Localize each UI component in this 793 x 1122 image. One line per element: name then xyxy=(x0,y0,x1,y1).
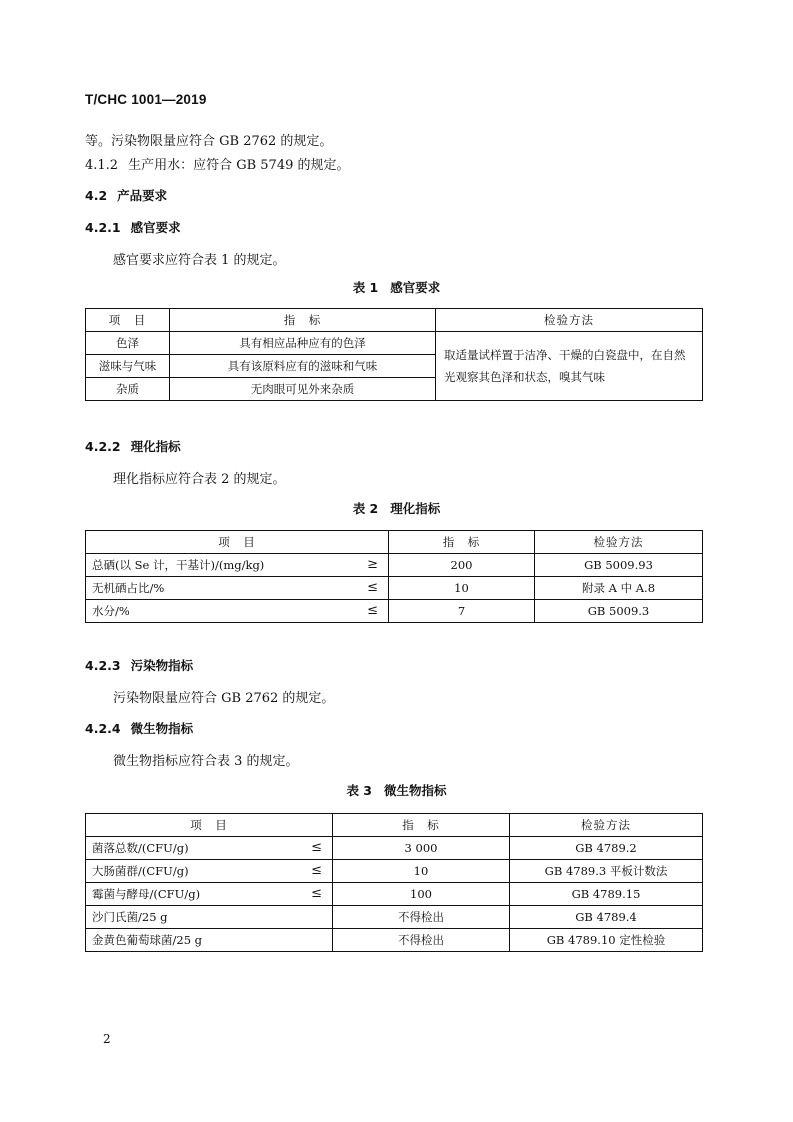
heading-text: 污染物指标 xyxy=(130,658,194,673)
header-index: 指 标 xyxy=(170,309,436,332)
paragraph-microbial: 微生物指标应符合表 3 的规定。 xyxy=(113,754,299,769)
table-header-row xyxy=(86,814,703,837)
table-header-row xyxy=(86,531,703,554)
table-row xyxy=(86,600,703,623)
cell-item xyxy=(86,860,333,883)
item-label: 沙门氏菌/25 g xyxy=(92,910,168,924)
table-row xyxy=(86,837,703,860)
header-item: 项 目 xyxy=(86,531,389,554)
table2-caption-title: 理化指标 xyxy=(390,501,441,516)
paragraph-contaminants-ref: 等。污染物限量应符合 GB 2762 的规定。 xyxy=(85,134,333,149)
clause-text: 生产用水：应符合 GB 5749 的规定。 xyxy=(128,158,350,173)
cell-index: 具有该原料应有的滋味和气味 xyxy=(170,355,436,378)
table-row xyxy=(86,883,703,906)
cell-index: 3 000 xyxy=(333,837,510,860)
item-label: 水分/% xyxy=(92,604,130,618)
paragraph-contaminants: 污染物限量应符合 GB 2762 的规定。 xyxy=(113,691,335,706)
table-header-row xyxy=(86,309,703,332)
table-row xyxy=(86,929,703,952)
table3-caption-title: 微生物指标 xyxy=(384,783,447,798)
cell-index: 无肉眼可见外来杂质 xyxy=(170,378,436,401)
comparison-symbol: ≤ xyxy=(311,886,322,901)
table3-microbial xyxy=(85,813,703,952)
cell-method: GB 5009.3 xyxy=(535,600,703,623)
heading-text: 微生物指标 xyxy=(130,721,194,736)
paragraph-physchem: 理化指标应符合表 2 的规定。 xyxy=(113,472,286,487)
cell-index: 10 xyxy=(389,577,535,600)
item-label: 金黄色葡萄球菌/25 g xyxy=(92,933,203,947)
cell-item xyxy=(86,929,333,952)
cell-method: GB 4789.4 xyxy=(510,906,703,929)
cell-item: 杂质 xyxy=(86,378,170,401)
cell-index: 200 xyxy=(389,554,535,577)
heading-4-2-3 xyxy=(85,656,193,674)
table2-caption xyxy=(0,499,793,517)
cell-method: GB 4789.15 xyxy=(510,883,703,906)
header-index: 指 标 xyxy=(389,531,535,554)
heading-text: 感官要求 xyxy=(130,220,181,235)
heading-4-2-1 xyxy=(85,218,181,236)
cell-index: 10 xyxy=(333,860,510,883)
item-label: 无机硒占比/% xyxy=(92,581,165,595)
table-row xyxy=(86,906,703,929)
cell-index: 100 xyxy=(333,883,510,906)
cell-item xyxy=(86,554,389,577)
cell-method: GB 4789.3 平板计数法 xyxy=(510,860,703,883)
header-item: 项 目 xyxy=(86,814,333,837)
comparison-symbol: ≤ xyxy=(311,863,322,878)
table1-caption xyxy=(0,278,793,296)
cell-index: 具有相应品种应有的色泽 xyxy=(170,332,436,355)
heading-number: 4.2.2 xyxy=(85,439,121,454)
heading-4-2 xyxy=(85,186,167,204)
page-number: 2 xyxy=(103,1032,111,1046)
header-method: 检验方法 xyxy=(510,814,703,837)
header-method: 检验方法 xyxy=(436,309,703,332)
cell-method: GB 4789.10 定性检验 xyxy=(510,929,703,952)
cell-item xyxy=(86,906,333,929)
cell-index: 7 xyxy=(389,600,535,623)
cell-item xyxy=(86,577,389,600)
clause-number: 4.1.2 xyxy=(85,158,119,173)
cell-index: 不得检出 xyxy=(333,929,510,952)
heading-4-2-2 xyxy=(85,437,181,455)
cell-method: GB 4789.2 xyxy=(510,837,703,860)
cell-method: 附录 A 中 A.8 xyxy=(535,577,703,600)
comparison-symbol: ≤ xyxy=(311,840,322,855)
table2-caption-number: 表 2 xyxy=(352,501,379,516)
header-index: 指 标 xyxy=(333,814,510,837)
table-row xyxy=(86,577,703,600)
item-label: 大肠菌群/(CFU/g) xyxy=(92,864,189,878)
table3-caption xyxy=(0,781,793,799)
heading-number: 4.2.4 xyxy=(85,721,121,736)
heading-number: 4.2.3 xyxy=(85,658,121,673)
cell-index: 不得检出 xyxy=(333,906,510,929)
table1-caption-number: 表 1 xyxy=(352,280,379,295)
heading-text: 产品要求 xyxy=(117,188,168,203)
cell-method: GB 5009.93 xyxy=(535,554,703,577)
heading-4-2-4 xyxy=(85,719,193,737)
item-label: 霉菌与酵母/(CFU/g) xyxy=(92,887,201,901)
table-row xyxy=(86,554,703,577)
table1-sensory xyxy=(85,308,703,401)
table2-physchem xyxy=(85,530,703,623)
header-item: 项 目 xyxy=(86,309,170,332)
heading-text: 理化指标 xyxy=(130,439,181,454)
comparison-symbol: ≥ xyxy=(367,557,378,572)
cell-item: 滋味与气味 xyxy=(86,355,170,378)
item-label: 总硒(以 Se 计，干基计)/(mg/kg) xyxy=(92,558,265,572)
heading-number: 4.2.1 xyxy=(85,220,121,235)
table-row xyxy=(86,860,703,883)
comparison-symbol: ≤ xyxy=(367,580,378,595)
table1-caption-title: 感官要求 xyxy=(390,280,441,295)
comparison-symbol: ≤ xyxy=(367,603,378,618)
cell-item xyxy=(86,837,333,860)
table-row xyxy=(86,332,703,355)
clause-4-1-2 xyxy=(85,154,350,173)
cell-item xyxy=(86,600,389,623)
cell-item xyxy=(86,883,333,906)
heading-number: 4.2 xyxy=(85,188,108,203)
cell-method-merged: 取适量试样置于洁净、干燥的白瓷盘中，在自然光观察其色泽和状态，嗅其气味 xyxy=(436,332,703,401)
item-label: 菌落总数/(CFU/g) xyxy=(92,841,189,855)
standard-id: T/CHC 1001—2019 xyxy=(85,92,207,107)
table3-caption-number: 表 3 xyxy=(346,783,373,798)
header-method: 检验方法 xyxy=(535,531,703,554)
paragraph-sensory: 感官要求应符合表 1 的规定。 xyxy=(113,253,286,268)
cell-item: 色泽 xyxy=(86,332,170,355)
